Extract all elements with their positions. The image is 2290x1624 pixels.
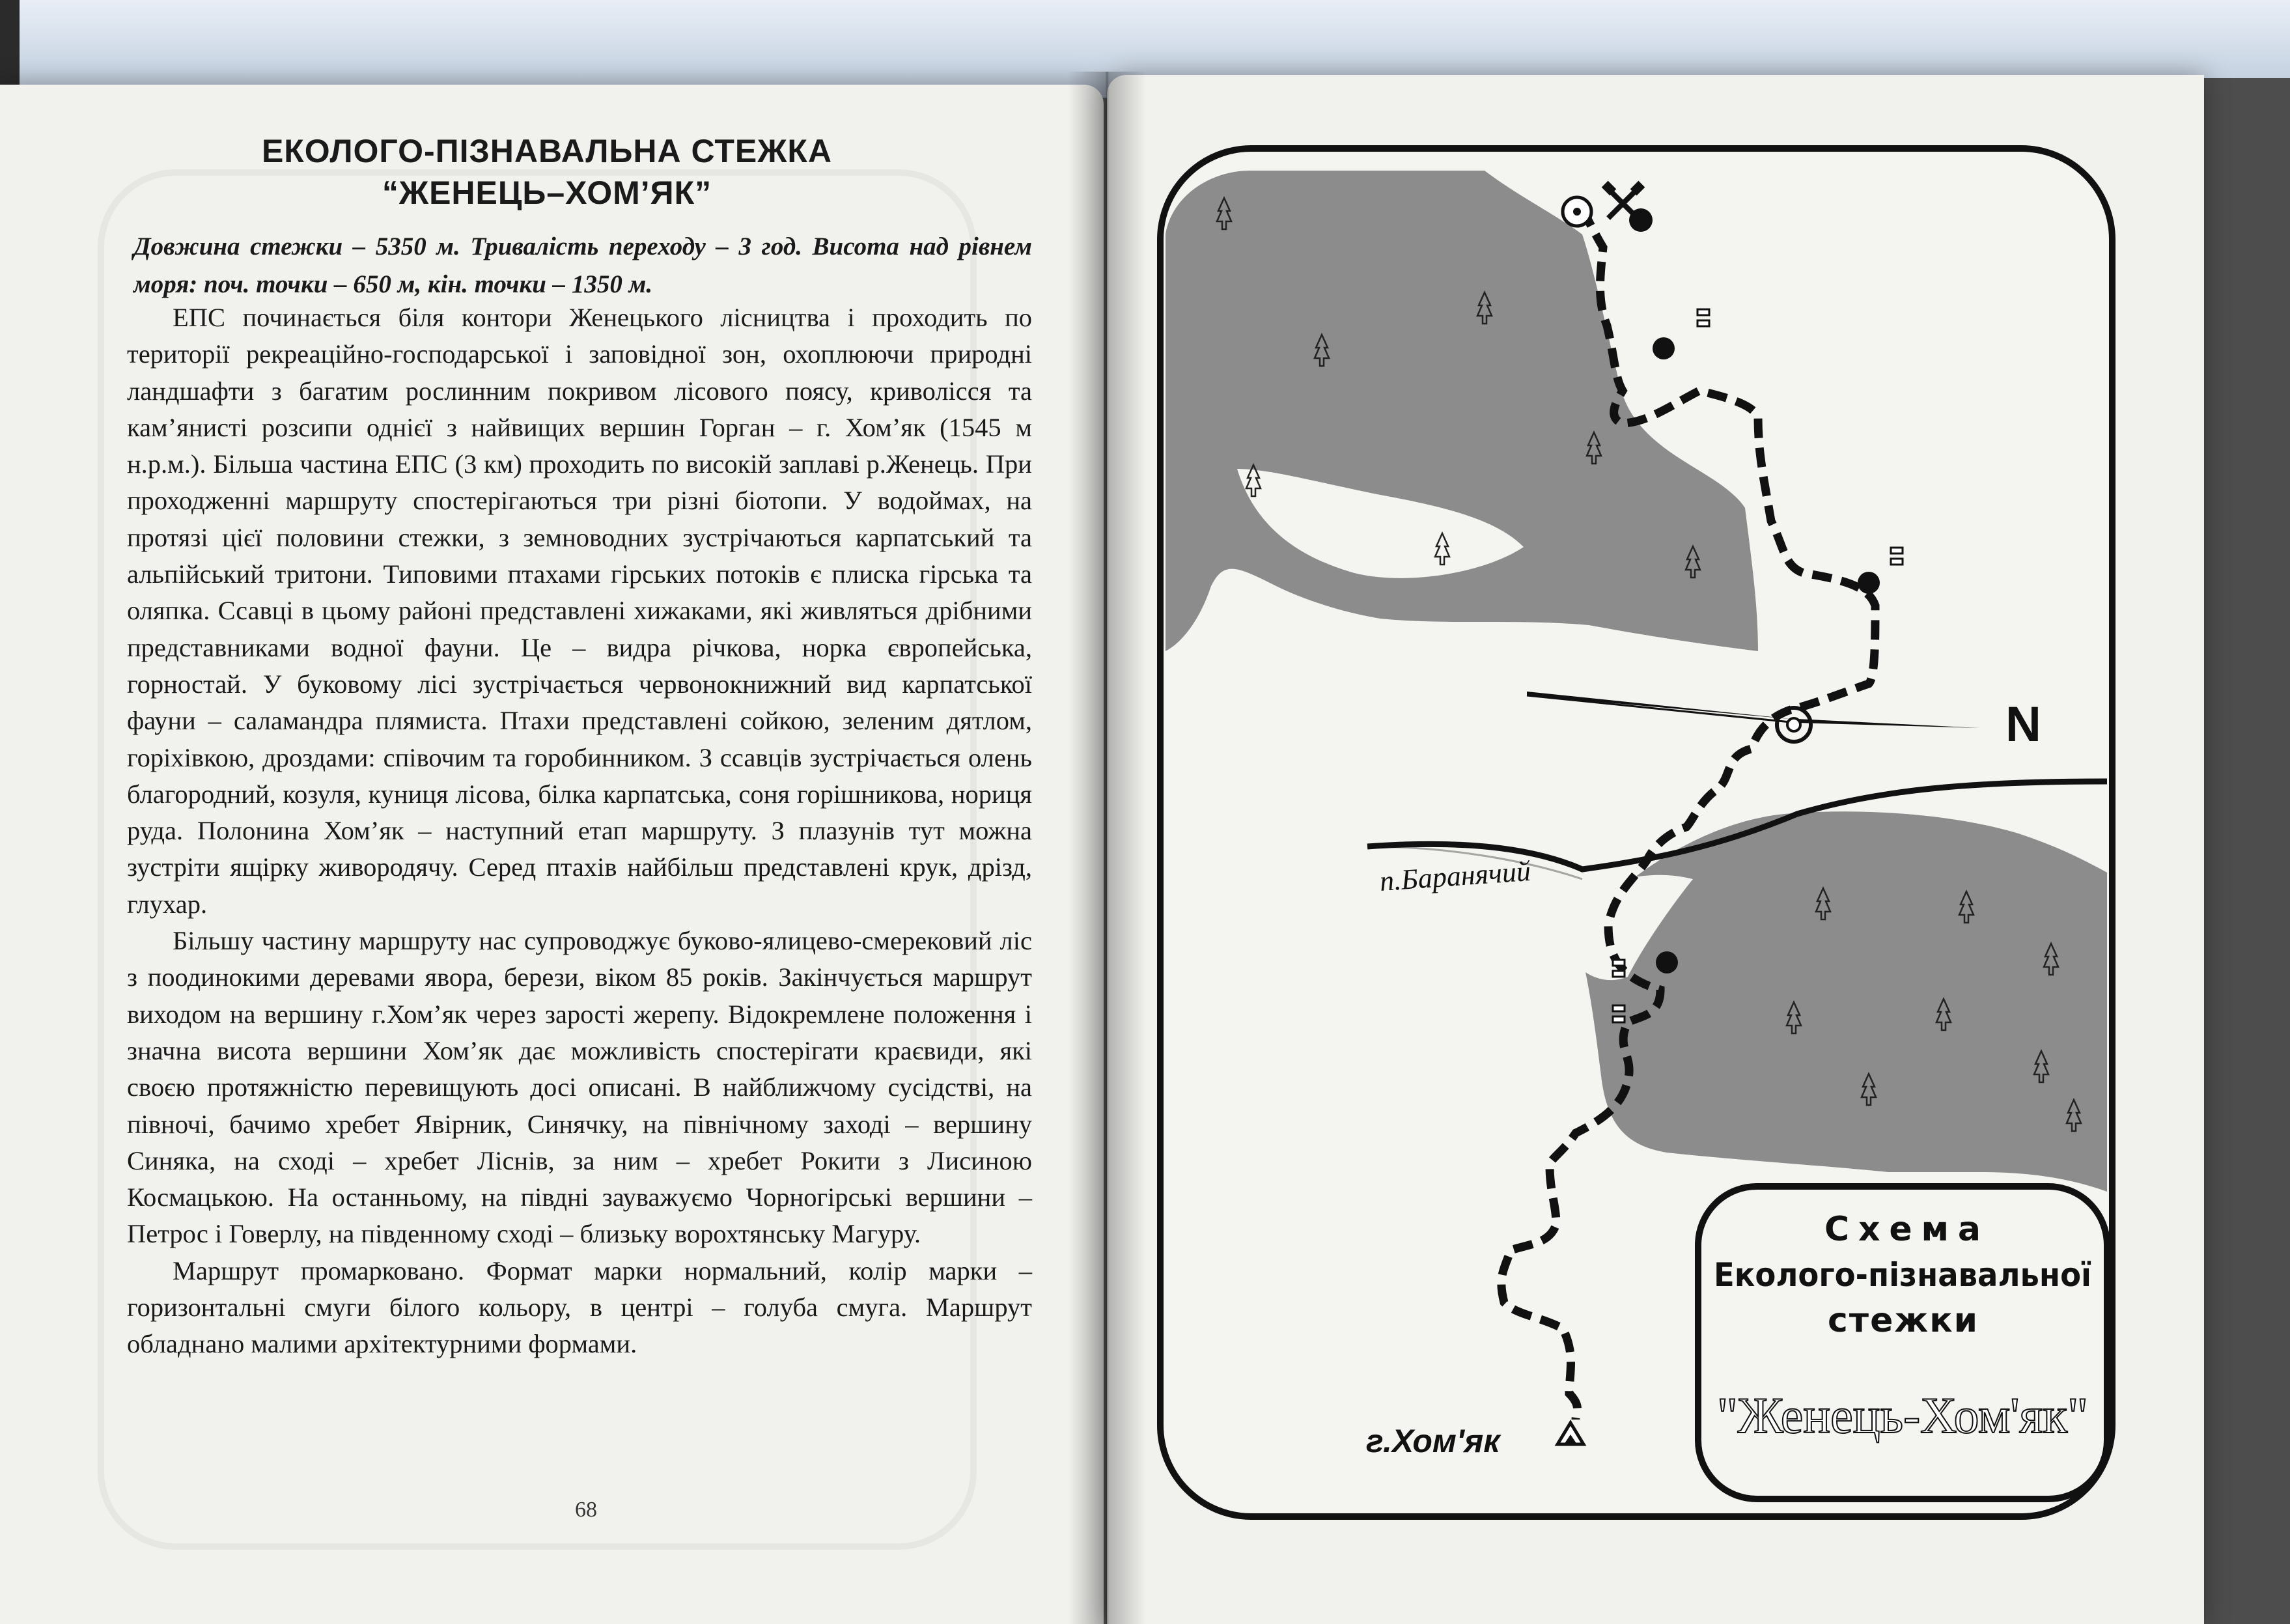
waypoint-dot-icon	[1629, 208, 1653, 232]
legend-route-name: "Женець-Хом'як"	[1717, 1387, 2088, 1444]
peak-label: г.Хом'як	[1366, 1423, 1500, 1459]
legend-line-2: Еколого-пізнавальної	[1714, 1256, 2091, 1294]
title-line-1: ЕКОЛОГО-ПІЗНАВАЛЬНА СТЕЖКА	[261, 133, 833, 169]
north-label: N	[2005, 697, 2041, 752]
title-line-2: “ЖЕНЕЦЬ–ХОМ’ЯК”	[382, 175, 712, 211]
page-number: 68	[575, 1498, 597, 1522]
waypoint-dot-icon	[1656, 951, 1678, 973]
paragraph-1: ЕПС починається біля контори Женецького лісництва і проходить по території рекреаційно-господарської і заповідної зон, охоплюючи природні ландшафти з багатим рослинним покривом лісового поясу, криволісся та кам’янисті розсипи однієї з найвищих вершин Горган – г. Хом’як (1545 м н.р.м.). Більша частина ЕПС (3 км) проходить по високій заплаві р.Женець. При проходженні маршруту спостерігаються три різні біотопи. У водоймах, на протязі цієї половини стежки, з земноводних зустрічаються карпатський та альпійський тритони. Типовими птахами гірських потоків є плиска гірська та оляпка. Ссавці в цьому районі представлені хижаками, які живляться дрібними представниками водної фауни. Це – видра річкова, норка європейська, горностай. У буковому лісі зустрічається червонокнижний вид карпатської фауни – саламандра плямиста. Птахи представлені сойкою, зеленим дятлом, горіхівкою, дроздами: співочим та горобинником. З ссавців зустрічається олень благородний, козуля, куниця лісова, білка карпатська, соня горішникова, нориця руда. Полонина Хом’як – наступний етап маршруту. З плазунів тут можна зустріти ящірку живородячу. Серед птахів найбільш представлені крук, дрізд, глухар.	[127, 303, 1032, 919]
paragraph-3: Маршрут промарковано. Формат марки нормальний, колір марки – горизонтальні смуги білого кольору, в центрі – голуба смуга. Маршрут обладнано малими архітектурними формами.	[127, 1255, 1032, 1359]
legend-title: Схема	[1824, 1210, 1981, 1249]
legend-line-3: стежки	[1828, 1301, 1977, 1340]
trail-meta: Довжина стежки – 5350 м. Тривалість переходу – 3 год. Висота над рівнем моря: поч. точки – 650 м, кін. точки – 1350 м.	[133, 232, 1032, 298]
paragraph-2: Більшу частину маршруту нас супроводжує буково-ялицево-смерековий ліс з поодинокими деревами явора, берези, віком 85 років. Закінчується маршрут виходом на вершину г.Хом’як через зарості жерепу. Відокремлене положення і значна висота вершини Хом’як дає можливість спостерігати краєвиди, які своєю протяжністю перевищують досі описані. В найближчому сусідстві, на півночі, бачимо хребет Явірник, Синячку, на північному заході – вершину Синяка, на сході – хребет Ліснів, за ним – хребет Рокити з Лисиною Космацькою. На останньому, на півдні зауважуємо Чорногірські вершини – Петрос і Говерлу, на південному сході – близьку ворохтянську Магуру.	[127, 926, 1032, 1249]
waypoint-dot-icon	[1653, 337, 1675, 359]
start-marker-icon	[1563, 197, 1591, 226]
stream-label: п.Баранячий	[1378, 854, 1532, 897]
waypoint-dot-icon	[1858, 572, 1880, 594]
